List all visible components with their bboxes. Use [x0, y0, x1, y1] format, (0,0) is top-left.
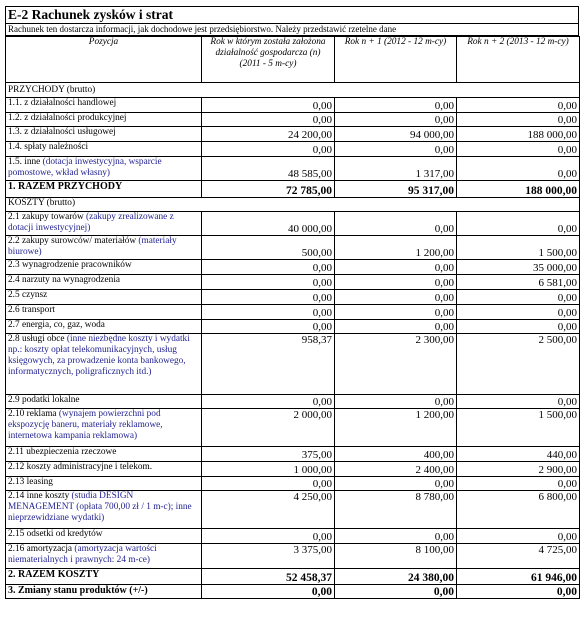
row-label — [6, 585, 202, 599]
value-cell-3[interactable]: 6 581,00 — [457, 275, 580, 290]
row-text: RAZEM KOSZTY — [18, 569, 100, 580]
row-number: 2.13 — [8, 477, 25, 487]
table-row — [6, 275, 580, 290]
value-cell-2[interactable]: 94 000,00 — [335, 127, 457, 142]
row-number: 1.2. — [8, 113, 22, 123]
row-text: odsetki od kredytów — [26, 529, 103, 539]
value-cell-2[interactable]: 0,00 — [335, 275, 457, 290]
value-cell-1[interactable]: 0,00 — [202, 290, 335, 305]
row-text: narzuty na wynagrodzenia — [21, 275, 121, 285]
row-number: 1.1. — [8, 98, 22, 108]
row-label — [6, 529, 202, 544]
section-row — [6, 198, 580, 212]
value-cell-2[interactable]: 2 300,00 — [335, 334, 457, 395]
row-label — [6, 544, 202, 569]
value-cell-1[interactable]: 0,00 — [202, 305, 335, 320]
value-cell-1[interactable]: 0,00 — [202, 113, 335, 127]
row-number: 2.14 — [8, 491, 25, 501]
value-cell-2[interactable]: 0,00 — [335, 260, 457, 275]
value-cell-1[interactable]: 48 585,00 — [202, 157, 335, 181]
value-cell-2[interactable]: 0,00 — [335, 212, 457, 236]
row-label — [6, 236, 202, 260]
row-text: zakupy towarów — [21, 212, 84, 222]
row-text: z działalności handlowej — [24, 98, 117, 108]
row-number: 2.2 — [8, 236, 20, 246]
row-number: 1.4. — [8, 142, 22, 152]
row-note: (inne niezbędne koszty i wydatki np.: koszty opłat telekomunikacyjnych, usług księgowych, za prowadzenie konta bankowego, informatycznych, poligraficznych itd.) — [8, 334, 190, 377]
table-row — [6, 305, 580, 320]
row-label — [6, 157, 202, 181]
row-label — [6, 212, 202, 236]
value-cell-2[interactable]: 1 200,00 — [335, 409, 457, 447]
row-note: (dotacja inwestycyjna, wsparcie pomostowe, wkład własny) — [8, 157, 162, 178]
row-text: czynsz — [21, 290, 48, 300]
row-number: 2.10 — [8, 409, 25, 419]
header-row — [6, 37, 580, 83]
value-cell-3[interactable]: 35 000,00 — [457, 260, 580, 275]
value-cell-1[interactable]: 24 200,00 — [202, 127, 335, 142]
value-cell-1[interactable]: 52 458,37 — [202, 569, 335, 585]
value-cell-2[interactable]: 8 100,00 — [335, 544, 457, 569]
row-number: 2. — [8, 569, 16, 580]
row-text: Zmiany stanu produktów (+/-) — [18, 585, 148, 596]
row-text: z działalności usługowej — [24, 127, 116, 137]
value-cell-3[interactable]: 188 000,00 — [457, 181, 580, 198]
value-cell-3[interactable]: 0,00 — [457, 98, 580, 113]
value-cell-2[interactable]: 0,00 — [335, 320, 457, 334]
value-cell-1[interactable]: 3 375,00 — [202, 544, 335, 569]
value-cell-1[interactable]: 72 785,00 — [202, 181, 335, 198]
row-label — [6, 477, 202, 491]
table-row — [6, 409, 580, 447]
row-label — [6, 409, 202, 447]
row-number: 2.8 — [8, 334, 20, 344]
value-cell-3[interactable]: 0,00 — [457, 142, 580, 157]
row-label — [6, 290, 202, 305]
row-label — [6, 447, 202, 462]
value-cell-1[interactable]: 1 000,00 — [202, 462, 335, 477]
value-cell-3[interactable]: 0,00 — [457, 290, 580, 305]
value-cell-2[interactable]: 24 380,00 — [335, 569, 457, 585]
value-cell-3[interactable]: 0,00 — [457, 305, 580, 320]
value-cell-1[interactable]: 0,00 — [202, 142, 335, 157]
row-number: 1. — [8, 181, 16, 192]
value-cell-3[interactable]: 0,00 — [457, 585, 580, 599]
row-label — [6, 462, 202, 477]
table-row — [6, 569, 580, 585]
row-number: 2.7 — [8, 320, 20, 330]
value-cell-2[interactable]: 1 317,00 — [335, 157, 457, 181]
value-cell-1[interactable]: 958,37 — [202, 334, 335, 395]
value-cell-3[interactable]: 0,00 — [457, 477, 580, 491]
row-label — [6, 569, 202, 585]
value-cell-2[interactable]: 8 780,00 — [335, 491, 457, 529]
row-note: (wynajem powierzchni pod ekspozycję baneru, materiały reklamowe, internetowa kampania reklamowa) — [8, 409, 163, 441]
row-text: koszty administracyjne i telekom. — [26, 462, 153, 472]
value-cell-1[interactable]: 0,00 — [202, 260, 335, 275]
value-cell-3[interactable]: 61 946,00 — [457, 569, 580, 585]
income-table — [5, 36, 580, 599]
row-text: zakupy surowców/ materiałów — [21, 236, 137, 246]
row-text: podatki lokalne — [21, 395, 80, 405]
row-number: 1.3. — [8, 127, 22, 137]
row-text: transport — [21, 305, 56, 315]
row-number: 2.15 — [8, 529, 25, 539]
table-row — [6, 212, 580, 236]
row-label — [6, 320, 202, 334]
page-title: E-2 Rachunek zysków i strat — [5, 6, 579, 24]
value-cell-3[interactable]: 440,00 — [457, 447, 580, 462]
row-label — [6, 275, 202, 290]
value-cell-2[interactable]: 0,00 — [335, 142, 457, 157]
table-row — [6, 157, 580, 181]
row-number: 2.11 — [8, 447, 24, 457]
value-cell-3[interactable]: 2 900,00 — [457, 462, 580, 477]
value-cell-1[interactable]: 500,00 — [202, 236, 335, 260]
row-number: 2.3 — [8, 260, 20, 270]
value-cell-2[interactable]: 2 400,00 — [335, 462, 457, 477]
table-row — [6, 462, 580, 477]
row-number: 2.16 — [8, 544, 25, 554]
income-statement-sheet — [5, 6, 579, 599]
row-text: wynagrodzenie pracowników — [21, 260, 132, 270]
value-cell-3[interactable]: 0,00 — [457, 529, 580, 544]
value-cell-1[interactable]: 0,00 — [202, 477, 335, 491]
header-year-n: Rok w którym została założona działalność gospodarcza (n) (2011 - 5 m-cy) — [202, 37, 335, 83]
table-row — [6, 447, 580, 462]
value-cell-2[interactable]: 0,00 — [335, 529, 457, 544]
row-number: 2.6 — [8, 305, 20, 315]
value-cell-1[interactable]: 4 250,00 — [202, 491, 335, 529]
row-text: reklama — [26, 409, 57, 419]
table-row — [6, 181, 580, 198]
row-label — [6, 127, 202, 142]
table-row — [6, 98, 580, 113]
row-text: RAZEM PRZYCHODY — [18, 181, 123, 192]
value-cell-3[interactable]: 6 800,00 — [457, 491, 580, 529]
row-text: usługi obce — [21, 334, 65, 344]
value-cell-2[interactable]: 0,00 — [335, 113, 457, 127]
header-year-n2: Rok n + 2 (2013 - 12 m-cy) — [457, 37, 580, 83]
row-text: leasing — [26, 477, 53, 487]
table-row — [6, 395, 580, 409]
value-cell-1[interactable]: 0,00 — [202, 275, 335, 290]
table-row — [6, 260, 580, 275]
header-pozycja: Pozycja — [6, 37, 202, 83]
value-cell-3[interactable]: 1 500,00 — [457, 236, 580, 260]
page-subtitle: Rachunek ten dostarcza informacji, jak dochodowe jest przedsiębiorstwo. Należy przedstawić rzetelne dane — [5, 24, 579, 36]
row-label — [6, 334, 202, 395]
row-number: 1.5. — [8, 157, 22, 167]
table-row — [6, 113, 580, 127]
section-przychody: PRZYCHODY (brutto) — [6, 83, 580, 98]
row-label — [6, 98, 202, 113]
value-cell-3[interactable]: 1 500,00 — [457, 409, 580, 447]
table-row — [6, 236, 580, 260]
value-cell-3[interactable]: 0,00 — [457, 320, 580, 334]
value-cell-3[interactable]: 2 500,00 — [457, 334, 580, 395]
row-number: 3. — [8, 585, 16, 596]
row-note: (amortyzacja wartości niematerialnych i prawnych: 24 m-ce) — [8, 544, 157, 565]
row-text: ubezpieczenia rzeczowe — [26, 447, 117, 457]
section-row — [6, 83, 580, 98]
row-label — [6, 305, 202, 320]
table-row — [6, 142, 580, 157]
value-cell-1[interactable]: 375,00 — [202, 447, 335, 462]
value-cell-1[interactable]: 40 000,00 — [202, 212, 335, 236]
value-cell-1[interactable]: 0,00 — [202, 395, 335, 409]
row-text: inne — [24, 157, 41, 167]
row-label — [6, 142, 202, 157]
row-note: (materiały biurowe) — [8, 236, 177, 257]
value-cell-2[interactable]: 95 317,00 — [335, 181, 457, 198]
value-cell-2[interactable]: 0,00 — [335, 98, 457, 113]
row-note: (studia DESIGN MENAGEMENT (opłata 700,00 zł / 1 m-c); inne nieprzewidziane wydatki) — [8, 491, 192, 523]
row-number: 2.5 — [8, 290, 20, 300]
value-cell-3[interactable]: 188 000,00 — [457, 127, 580, 142]
value-cell-2[interactable]: 0,00 — [335, 290, 457, 305]
table-row — [6, 585, 580, 599]
row-text: energia, co, gaz, woda — [21, 320, 105, 330]
value-cell-1[interactable]: 2 000,00 — [202, 409, 335, 447]
value-cell-1[interactable]: 0,00 — [202, 529, 335, 544]
row-label — [6, 260, 202, 275]
table-row — [6, 544, 580, 569]
value-cell-1[interactable]: 0,00 — [202, 320, 335, 334]
row-label — [6, 491, 202, 529]
table-row — [6, 290, 580, 305]
row-label — [6, 395, 202, 409]
value-cell-2[interactable]: 1 200,00 — [335, 236, 457, 260]
table-row — [6, 529, 580, 544]
value-cell-3[interactable]: 0,00 — [457, 113, 580, 127]
value-cell-3[interactable]: 4 725,00 — [457, 544, 580, 569]
value-cell-2[interactable]: 0,00 — [335, 477, 457, 491]
section-koszty: KOSZTY (brutto) — [6, 198, 580, 212]
row-number: 2.12 — [8, 462, 25, 472]
row-text: inne koszty — [26, 491, 70, 501]
table-row — [6, 491, 580, 529]
row-text: z działalności produkcyjnej — [24, 113, 127, 123]
value-cell-1[interactable]: 0,00 — [202, 98, 335, 113]
value-cell-2[interactable]: 0,00 — [335, 585, 457, 599]
row-text: amortyzacja — [26, 544, 73, 554]
row-number: 2.9 — [8, 395, 20, 405]
header-year-n1: Rok n + 1 (2012 - 12 m-cy) — [335, 37, 457, 83]
value-cell-3[interactable]: 0,00 — [457, 157, 580, 181]
value-cell-1[interactable]: 0,00 — [202, 585, 335, 599]
table-row — [6, 127, 580, 142]
value-cell-2[interactable]: 400,00 — [335, 447, 457, 462]
table-row — [6, 334, 580, 395]
table-row — [6, 320, 580, 334]
table-row — [6, 477, 580, 491]
row-number: 2.4 — [8, 275, 20, 285]
row-label — [6, 113, 202, 127]
row-note: (zakupy zrealizowane z dotacji inwestycyjnej) — [8, 212, 174, 233]
value-cell-3[interactable]: 0,00 — [457, 395, 580, 409]
value-cell-2[interactable]: 0,00 — [335, 305, 457, 320]
value-cell-3[interactable]: 0,00 — [457, 212, 580, 236]
row-text: spłaty należności — [24, 142, 89, 152]
row-number: 2.1 — [8, 212, 20, 222]
value-cell-2[interactable]: 0,00 — [335, 395, 457, 409]
row-label — [6, 181, 202, 198]
